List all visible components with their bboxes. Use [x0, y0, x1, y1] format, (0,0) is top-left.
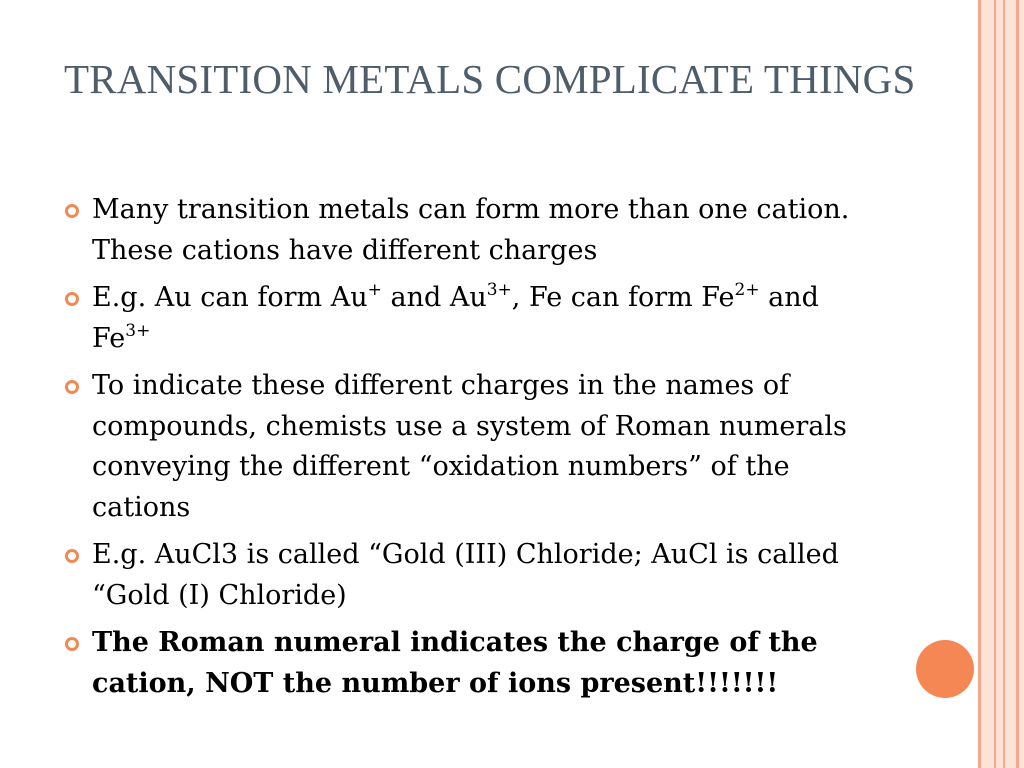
bullet-list	[62, 190, 872, 711]
charge-superscript: 3+	[486, 279, 512, 300]
bullet-circle-icon	[65, 549, 79, 563]
bullet-circle-icon	[65, 292, 79, 306]
decorative-stripes	[978, 0, 1024, 768]
bullet-text-part: and Au	[381, 282, 487, 313]
bullet-item-2	[62, 278, 872, 359]
stripe-line	[994, 0, 996, 768]
stripe-line	[1003, 0, 1005, 768]
bullet-item-5	[62, 623, 872, 704]
slide-title: TRANSITION METALS COMPLICATE THINGS	[64, 56, 916, 102]
bullet-text: To indicate these different charges in the names of compounds, chemists use a system of Roman numerals conveying the different “oxidation numbers” of the cations	[92, 370, 847, 523]
bullet-text-part: , Fe can form Fe	[511, 282, 735, 313]
decorative-circle	[916, 640, 974, 698]
bullet-circle-icon	[65, 637, 79, 651]
charge-superscript: +	[367, 279, 382, 300]
bullet-text: E.g. AuCl3 is called “Gold (III) Chloride; AuCl is called “Gold (I) Chloride)	[92, 539, 839, 611]
bullet-circle-icon	[65, 380, 79, 394]
bullet-circle-icon	[65, 204, 79, 218]
stripe-line	[1016, 0, 1019, 768]
charge-superscript: 3+	[125, 320, 151, 341]
bullet-item-4	[62, 535, 872, 616]
charge-superscript: 2+	[734, 279, 760, 300]
bullet-text-part: E.g. Au can form Au	[92, 282, 368, 313]
bullet-text-part: and Fe	[92, 282, 819, 354]
stripe-line	[978, 0, 981, 768]
bullet-text: Many transition metals can form more than one cation. These cations have different charges	[92, 194, 850, 266]
bullet-item-1	[62, 190, 872, 271]
bullet-text: The Roman numeral indicates the charge of the cation, NOT the number of ions present!!!!!!!	[92, 627, 818, 699]
bullet-item-3	[62, 366, 872, 528]
